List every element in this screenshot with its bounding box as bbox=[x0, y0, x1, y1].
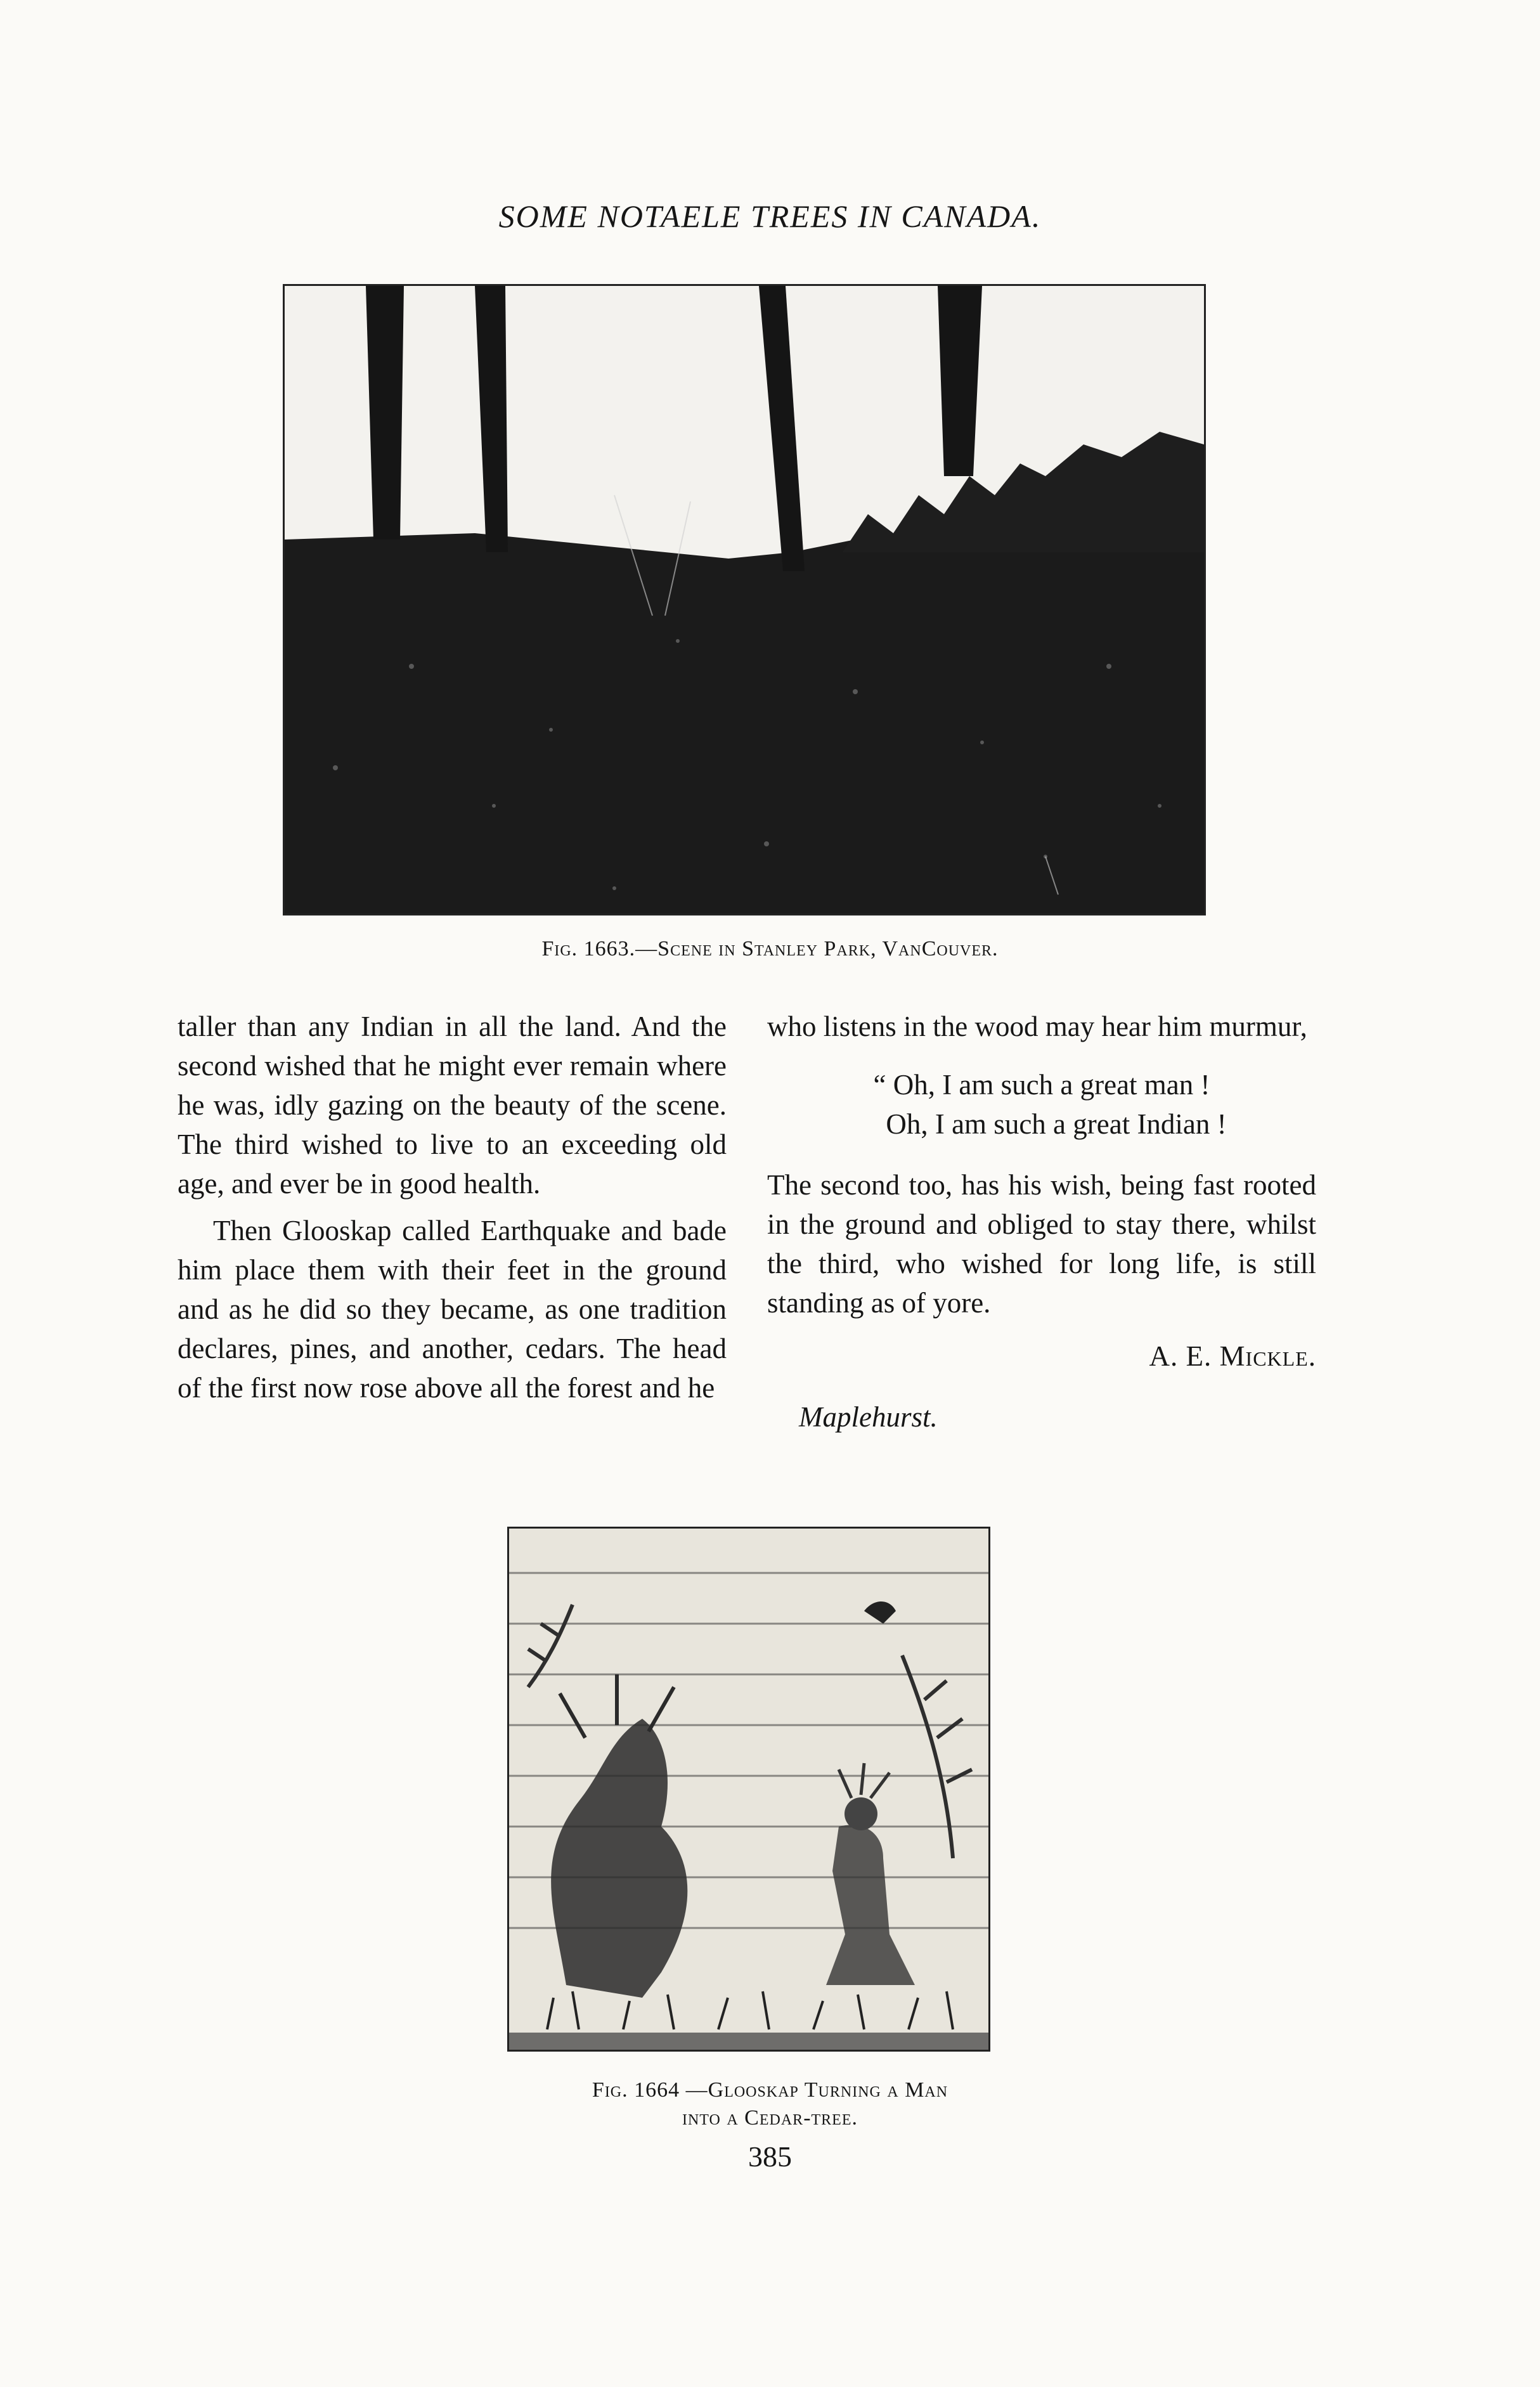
figure-1-caption: Fig. 1663.—Scene in Stanley Park, VanCouver. bbox=[541, 937, 999, 961]
glooskap-engraving bbox=[507, 1527, 990, 2052]
figure-2-caption-line-1: Fig. 1664 —Glooskap Turning a Man bbox=[592, 2078, 948, 2102]
right-paragraph-1: who listens in the wood may hear him murmur, bbox=[767, 1011, 1307, 1042]
quotation bbox=[767, 1065, 1316, 1144]
left-column bbox=[178, 1007, 727, 1415]
figure-2-caption-line-2: into a Cedar-tree. bbox=[682, 2106, 858, 2130]
place-name: Maplehurst. bbox=[799, 1401, 938, 1433]
left-paragraph-1: taller than any Indian in all the land. And the second wished that he might ever remain where he was, idly gazing on the beauty of the scene. The third wished to live to an exceeding old age, and ever be in good health. bbox=[178, 1011, 727, 1200]
left-paragraph-2: Then Glooskap called Earthquake and bade him place them with their feet in the ground and as he did so they became, as one tradition declares, pines, and another, cedars. The head of the first now rose above all the forest and he bbox=[178, 1215, 727, 1404]
stanley-park-illustration bbox=[285, 286, 1204, 914]
quote-line-2: Oh, I am such a great Indian ! bbox=[886, 1108, 1227, 1140]
stanley-park-photo bbox=[283, 284, 1206, 915]
right-column bbox=[767, 1007, 1316, 1437]
author-signature: A. E. Mickle. bbox=[1149, 1340, 1316, 1372]
page-number: 385 bbox=[748, 2140, 792, 2173]
figure-2-caption bbox=[0, 2076, 1540, 2132]
quote-line-1: “ Oh, I am such a great man ! bbox=[873, 1069, 1210, 1101]
glooskap-illustration bbox=[509, 1529, 988, 2050]
right-paragraph-2: The second too, has his wish, being fast rooted in the ground and obliged to stay there, whilst the third, who wished for long life, is still standing as of yore. bbox=[767, 1169, 1316, 1319]
running-title: SOME NOTAELE TREES IN CANADA. bbox=[498, 198, 1042, 234]
